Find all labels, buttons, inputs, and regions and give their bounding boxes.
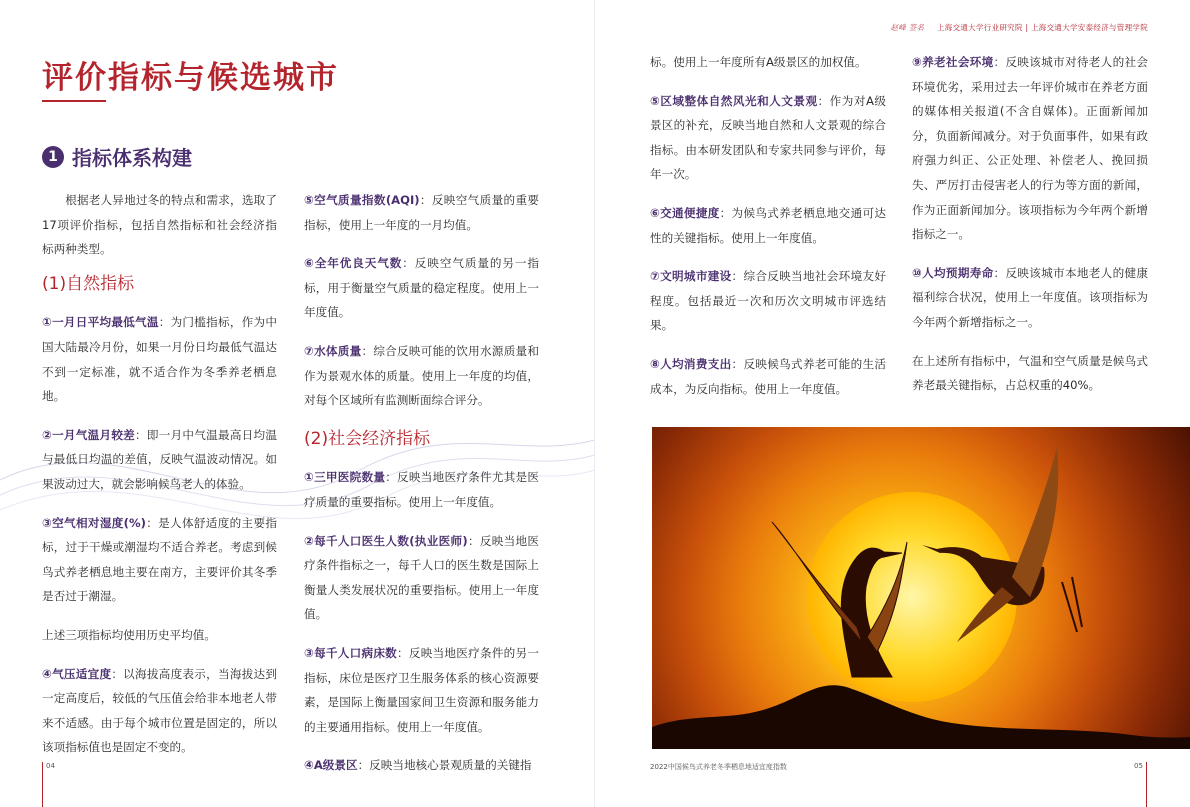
note-paragraph: 上述三项指标均使用历史平均值。	[42, 627, 216, 642]
indicator-item: ④气压适宜度：以海拔高度表示，当海拔达到一定高度后，较低的气压值会给非本地老人带来不适感。由于每个城市位置是固定的，所以该项指标值也是固定不变的。	[42, 666, 277, 755]
text-column-2	[304, 188, 539, 792]
signature-logo: 赵峰 签名	[890, 23, 925, 32]
section-number-badge: 1	[42, 146, 64, 168]
footer-title: 2022中国候鸟式养老冬季栖息地适宜度指数	[650, 763, 787, 771]
indicator-item: ⑦文明城市建设：综合反映当地社会环境友好程度。包括最近一次和历次文明城市评选结果。	[650, 269, 886, 333]
page-number-right: 05	[1134, 762, 1143, 770]
header-institute-1: 上海交通大学行业研究院	[936, 23, 1023, 32]
indicator-item: ⑥交通便捷度：为候鸟式养老栖息地交通可达性的关键指标。使用上一年度值。	[650, 205, 886, 245]
indicator-item: ⑩人均预期寿命：反映该城市本地老人的健康福利综合状况，使用上一年度值。该项指标为今年两个新增指标之一。	[912, 265, 1148, 329]
page-title: 评价指标与候选城市	[42, 60, 339, 96]
indicator-item: ⑤空气质量指数(AQI)：反映空气质量的重要指标，使用上一年度的一月均值。	[304, 193, 539, 232]
indicator-item: ③每千人口病床数：反映当地医疗条件的另一指标，床位是医疗卫生服务体系的核心资源要素，是国际上衡量国家间卫生资源和服务能力的主要通用指标。使用上一年度值。	[304, 645, 539, 734]
social-heading: (2)社会经济指标	[304, 428, 431, 449]
indicator-item: ③空气相对湿度(%)：是人体舒适度的主要指标，过于干燥或潮湿均不适合养老。考虑到候鸟式养老栖息地主要在南方，主要评价其冬季是否过于潮湿。	[42, 515, 277, 604]
indicator-item: ①一月日平均最低气温：为门槛指标，作为中国大陆最冷月份，如果一月份日均最低气温达不到一定标准，就不适合作为冬季养老栖息地。	[42, 315, 277, 404]
continued-paragraph: 标。使用上一年度所有A级景区的加权值。	[650, 55, 867, 69]
indicator-item: ⑦水体质量：综合反映可能的饮用水源质量和作为景观水体的质量。使用上一年度的均值，对每个区域所有监测断面综合评分。	[304, 343, 539, 408]
indicator-item: ⑤区域整体自然风光和人文景观：作为对A级景区的补充，反映当地自然和人文景观的综合指标。由本研发团队和专家共同参与评价，每年一次。	[650, 93, 886, 182]
running-header: 赵峰 签名 上海交通大学行业研究院 | 上海交通大学安泰经济与管理学院	[890, 23, 1148, 32]
page-gutter	[594, 0, 595, 807]
summary-paragraph: 在上述所有指标中，气温和空气质量是候鸟式养老最关键指标，占总权重的40%。	[912, 353, 1148, 393]
indicator-item: ②一月气温月较差：即一月中气温最高日均温与最低日均温的差值，反映气温波动情况。如果波动过大，就会影响候鸟老人的体验。	[42, 427, 277, 491]
egrets-sunset-photo	[652, 427, 1190, 749]
indicator-item: ②每千人口医生人数(执业医师)：反映当地医疗条件指标之一，每千人口的医生数是国际上衡量人类发展状况的重要指标。使用上一年度值。	[304, 533, 539, 622]
text-column-3	[650, 50, 886, 415]
natural-heading: (1)自然指标	[42, 273, 135, 294]
text-column-1	[42, 188, 277, 774]
footer-rule-left	[42, 762, 43, 807]
indicator-item: ⑨养老社会环境：反映该城市对待老人的社会环境优劣，采用过去一年评价城市在养老方面的媒体相关报道(不含自媒体)。正面新闻加分，负面新闻减分。对于负面事件，如果有政府强力纠正、公正处理、补偿老人、挽回损失、严厉打击侵害老人的行为等方面的新闻，作为正面新闻加分。该项指标为今年两个新增指标之一。	[912, 55, 1148, 242]
indicator-item: ①三甲医院数量：反映当地医疗条件尤其是医疗质量的重要指标。使用上一年度值。	[304, 470, 539, 509]
page-number-left: 04	[46, 762, 55, 770]
text-column-4	[912, 50, 1148, 412]
footer-rule-right	[1146, 762, 1147, 807]
indicator-item: ⑥全年优良天气数：反映空气质量的另一指标，用于衡量空气质量的稳定程度。使用上一年度值。	[304, 256, 539, 320]
intro-paragraph: 根据老人异地过冬的特点和需求，选取了17项评价指标，包括自然指标和社会经济指标两种类型。	[42, 193, 277, 257]
indicator-item: ④A级景区：反映当地核心景观质量的关键指	[304, 758, 532, 773]
section-heading	[42, 142, 192, 171]
egrets-silhouette-image	[652, 427, 1190, 749]
section-title: 指标体系构建	[72, 146, 192, 170]
indicator-item: ⑧人均消费支出：反映候鸟式养老可能的生活成本，为反向指标。使用上一年度值。	[650, 356, 886, 396]
title-underline	[42, 100, 106, 102]
header-institute-2: 上海交通大学安泰经济与管理学院	[1031, 23, 1148, 32]
